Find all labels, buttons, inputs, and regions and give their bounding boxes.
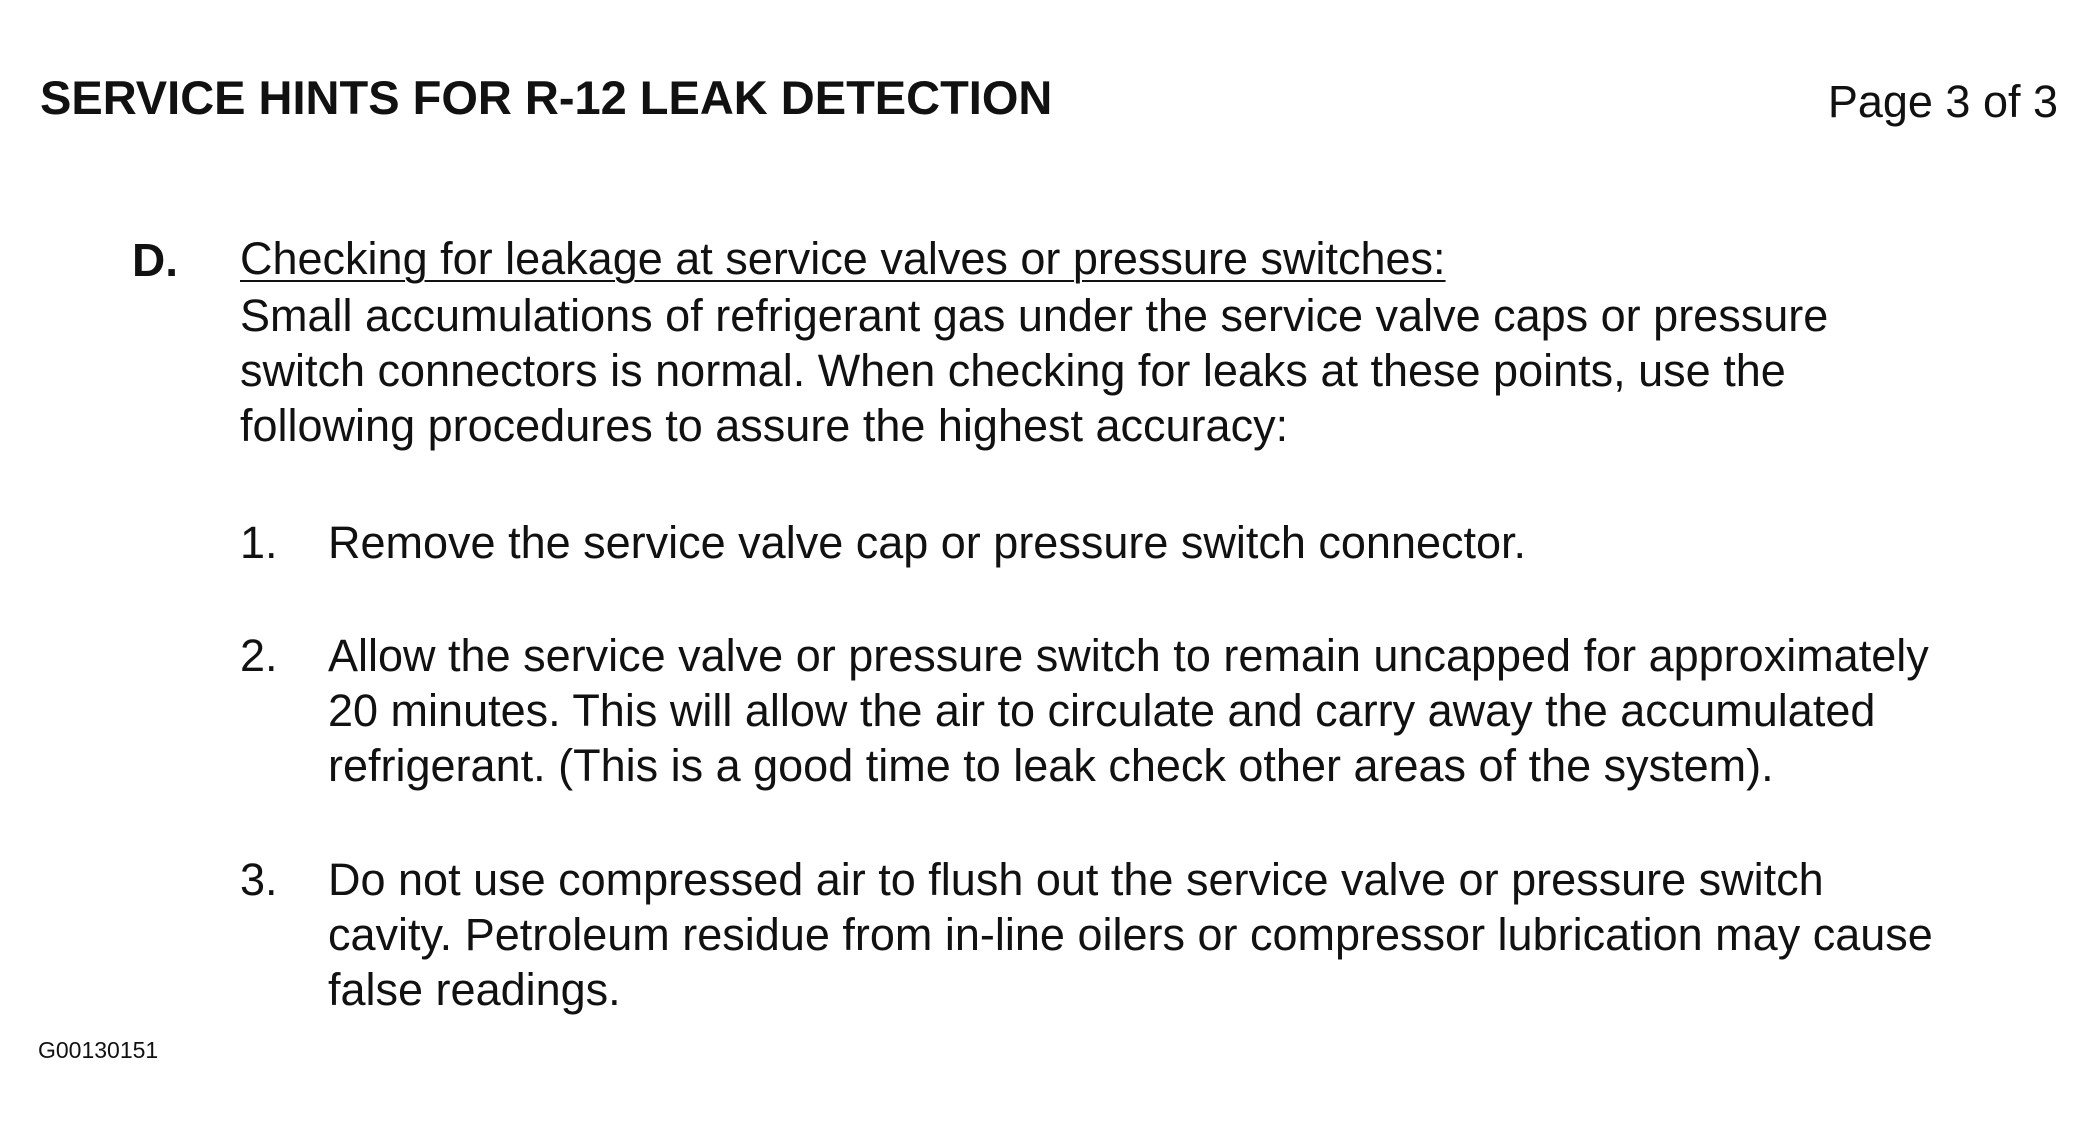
step-text bbox=[328, 515, 2048, 570]
section-letter: D. bbox=[132, 234, 178, 286]
step-text bbox=[328, 852, 2048, 1017]
step-text-line: Allow the service valve or pressure switch to remain uncapped for approximately bbox=[328, 630, 1929, 681]
section-body-line: following procedures to assure the highest accuracy: bbox=[240, 400, 1289, 451]
document-title: SERVICE HINTS FOR R-12 LEAK DETECTION bbox=[40, 71, 1053, 124]
section-heading: Checking for leakage at service valves or pressure switches: bbox=[240, 233, 1446, 284]
step-number: 1. bbox=[240, 517, 278, 568]
step-number: 3. bbox=[240, 854, 278, 905]
step-text-line: cavity. Petroleum residue from in-line oilers or compressor lubrication may cause bbox=[328, 909, 1933, 960]
section-body-line: Small accumulations of refrigerant gas under the service valve caps or pressure bbox=[240, 290, 1829, 341]
section-body bbox=[240, 288, 2020, 453]
step-text-line: refrigerant. (This is a good time to leak check other areas of the system). bbox=[328, 740, 1774, 791]
step-text bbox=[328, 628, 2048, 793]
page-indicator: Page 3 of 3 bbox=[1827, 76, 2058, 127]
figure-id: G00130151 bbox=[38, 1037, 159, 1063]
step-text-line: 20 minutes. This will allow the air to circulate and carry away the accumulated bbox=[328, 685, 1876, 736]
section-body-line: switch connectors is normal. When checking for leaks at these points, use the bbox=[240, 345, 1786, 396]
step-text-line: Remove the service valve cap or pressure switch connector. bbox=[328, 517, 1527, 568]
step-number: 2. bbox=[240, 630, 278, 681]
step-text-line: false readings. bbox=[328, 964, 621, 1015]
step-text-line: Do not use compressed air to flush out the service valve or pressure switch bbox=[328, 854, 1824, 905]
